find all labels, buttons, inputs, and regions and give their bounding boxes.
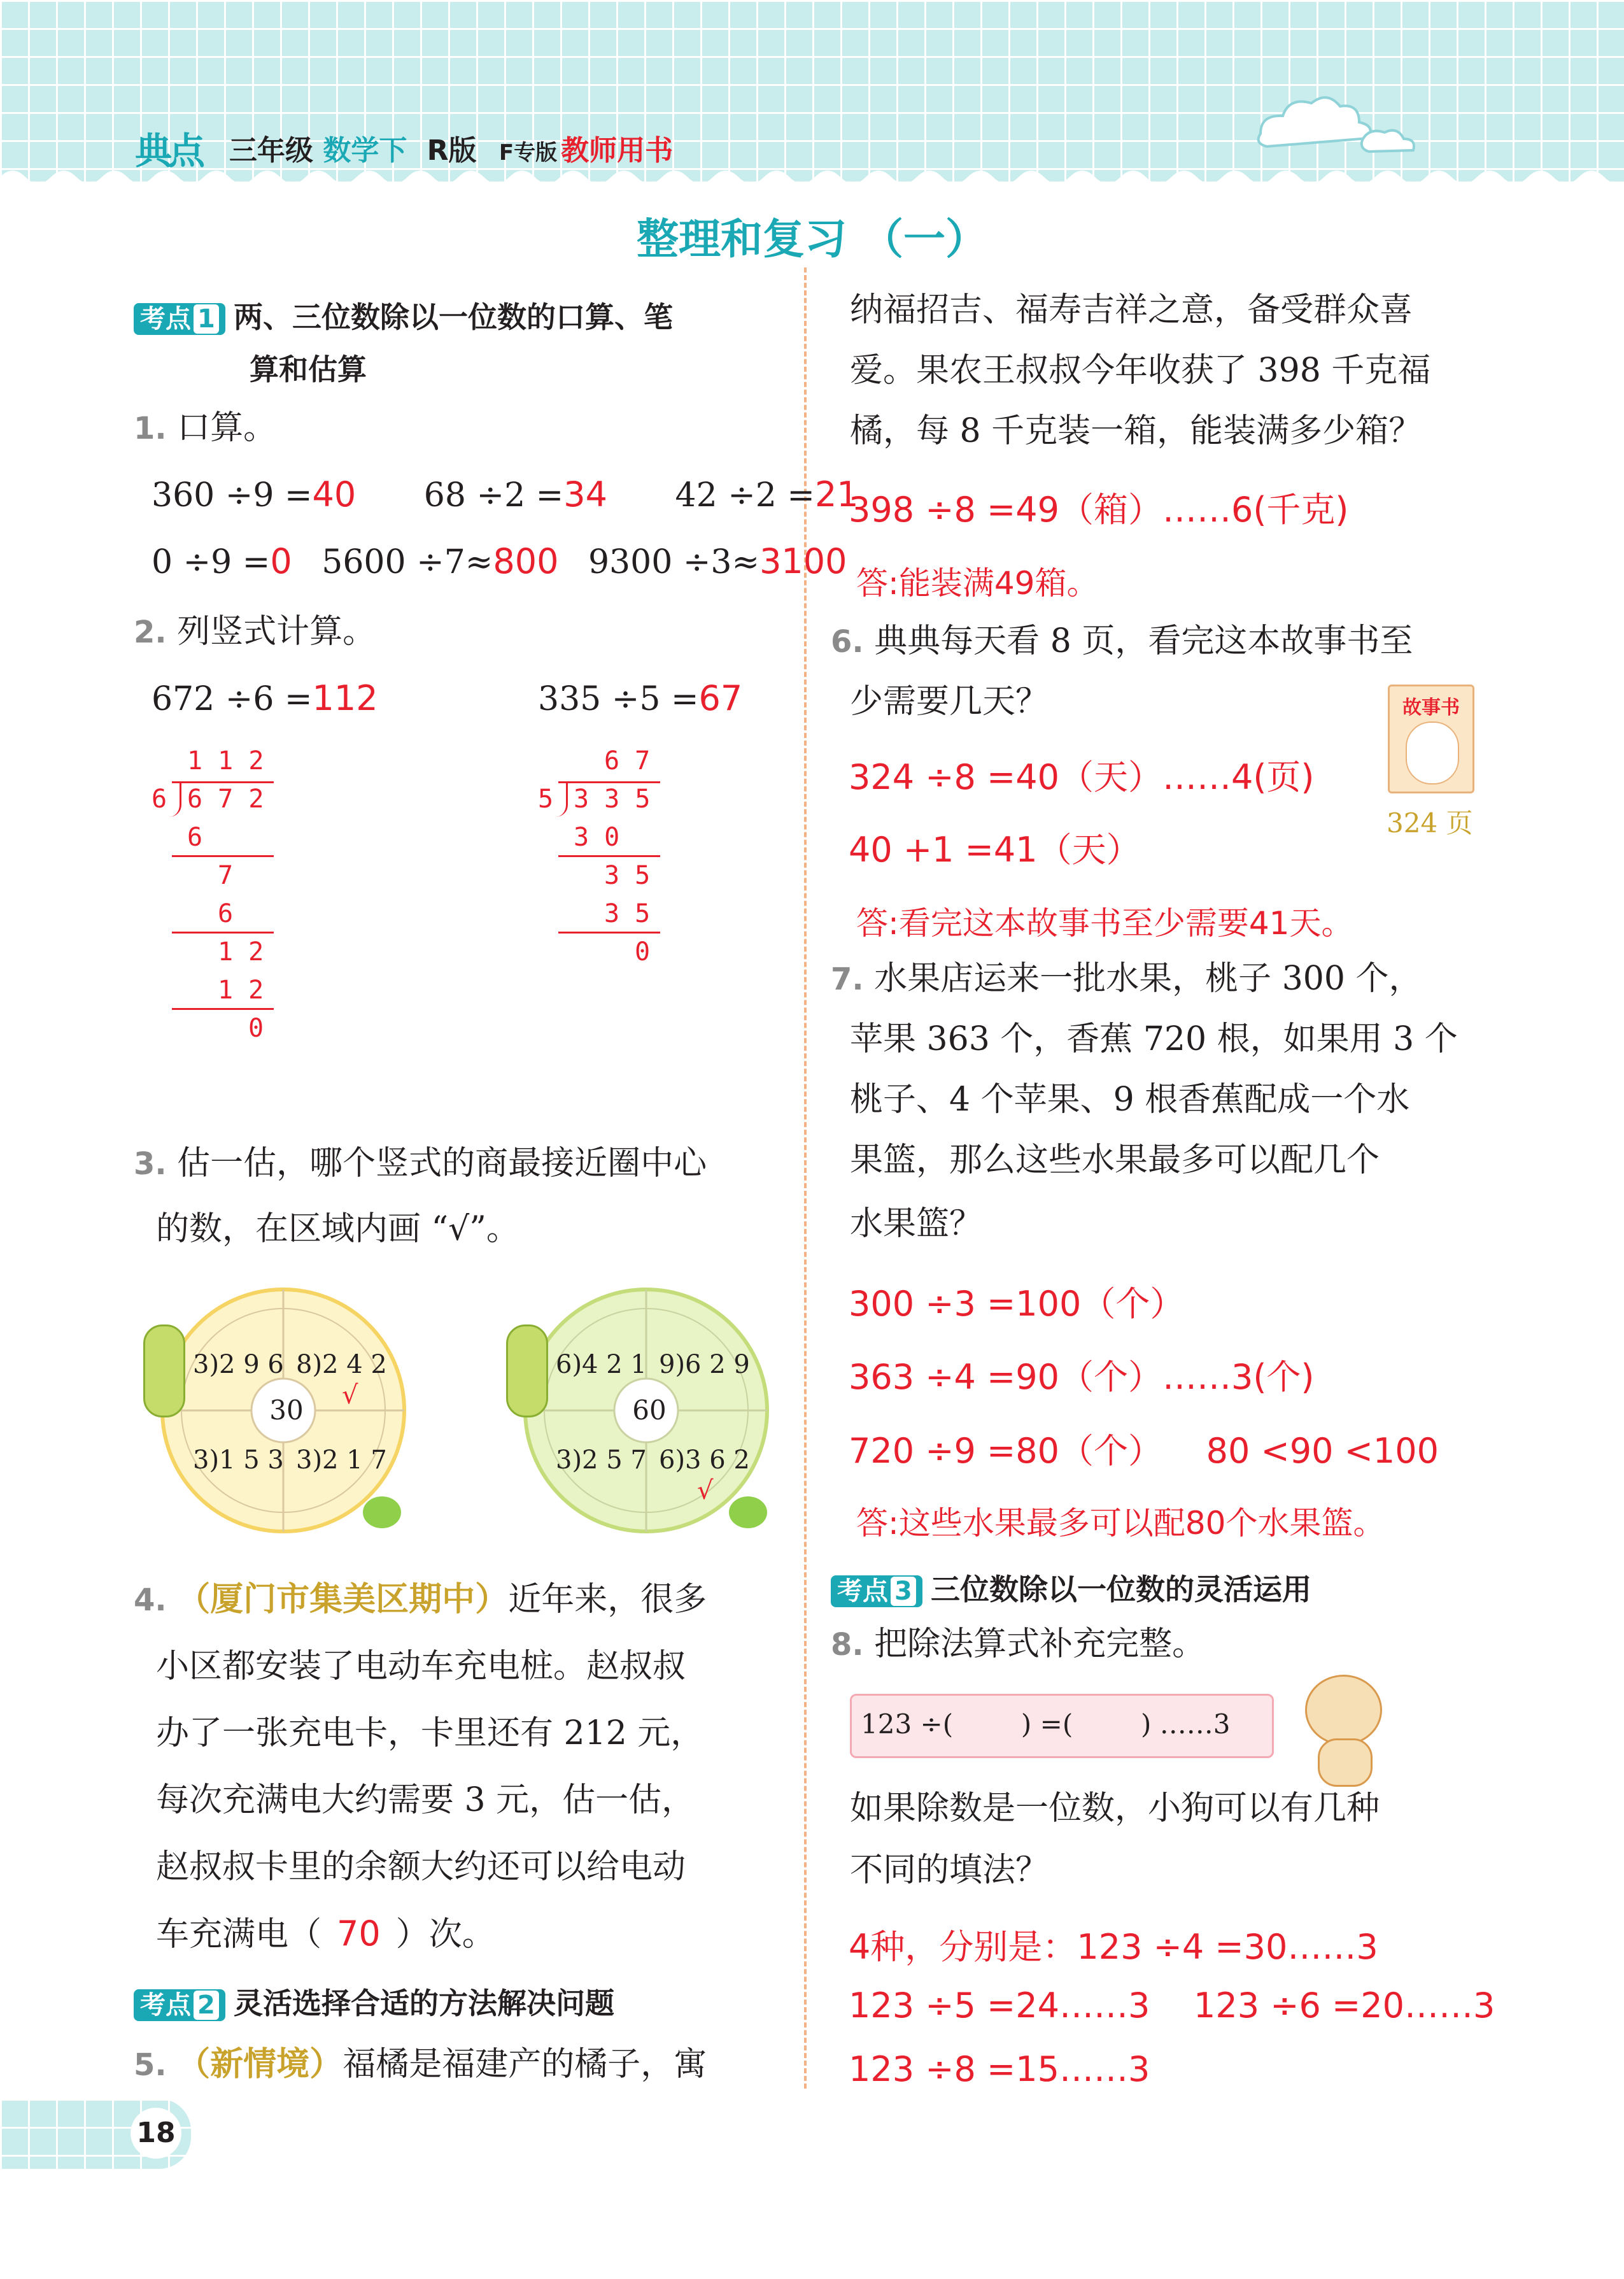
cloud-icon xyxy=(1248,89,1426,159)
q6-answer: 答:看完这本故事书至少需要41天。 xyxy=(856,905,1353,942)
caterpillar-icon xyxy=(506,1324,548,1417)
long-division-672: 1 1 2 6 6 7 2 6 7 6 1 2 1 2 0 xyxy=(152,742,279,1047)
kp3-heading: 考点 3 三位数除以一位数的灵活运用 xyxy=(831,1566,1311,1608)
c2-center: 60 xyxy=(632,1395,667,1426)
clover-icon xyxy=(729,1496,767,1528)
q8-equation-box xyxy=(850,1694,1274,1758)
q7-answer-calc3: 720 ÷9 =80（个） 80 <90 <100 xyxy=(849,1431,1439,1471)
rabbit-icon xyxy=(1406,721,1459,785)
q6: 6. 典典每天看 8 页，看完这本故事书至 xyxy=(831,622,1413,660)
column-divider xyxy=(804,267,807,2089)
q5-answer: 答:能装满49箱。 xyxy=(856,565,1099,602)
estimate-circle-1 xyxy=(143,1286,411,1541)
q7-line5: 水果篮？ xyxy=(850,1205,983,1243)
kp1-text-line2: 算和估算 xyxy=(250,352,367,387)
kp1-badge: 考点 1 xyxy=(134,303,225,335)
q3: 3. 估一估，哪个竖式的商最接近圈中心 xyxy=(134,1144,707,1182)
q7-line3: 桃子、4 个苹果、9 根香蕉配成一个水 xyxy=(850,1081,1410,1119)
q5-line4: 橘，每 8 千克装一箱，能装满多少箱？ xyxy=(850,412,1422,450)
q8-equation: 123 ÷( ) =( ) ……3 xyxy=(861,1708,1231,1740)
q1-expr: 360 ÷9 = xyxy=(152,476,313,515)
q4-line2: 小区都安装了电动车充电桩。赵叔叔 xyxy=(156,1647,686,1686)
q4-source-tag: （厦门市集美区期中） xyxy=(177,1580,509,1619)
q5-line3: 爱。果农王叔叔今年收获了 398 千克福 xyxy=(850,351,1431,390)
q8-answer-line3: 123 ÷8 =15……3 xyxy=(849,2049,1150,2089)
q1: 1. 口算。 xyxy=(134,409,277,447)
header-book: 教师用书 xyxy=(561,134,674,167)
q6-answer-calc1: 324 ÷8 =40（天）……4(页) xyxy=(849,757,1315,797)
q2: 2. 列竖式计算。 xyxy=(134,613,376,651)
c2-div-br: 6)3 6 2 xyxy=(659,1445,750,1475)
q5-answer-calc: 398 ÷8 =49（箱）……6(千克) xyxy=(849,490,1349,530)
q5-line2: 纳福招吉、福寿吉祥之意，备受群众喜 xyxy=(850,291,1413,329)
q4: 4. （厦门市集美区期中）近年来，很多 xyxy=(134,1580,707,1619)
q6-line2: 少需要几天？ xyxy=(850,683,1049,721)
q1-row1: 360 ÷9 =40 68 ÷2 =34 42 ÷2 =21 xyxy=(152,474,859,515)
clover-icon xyxy=(363,1496,401,1528)
page-title: 整理和复习 （一） xyxy=(637,215,987,264)
c1-div-tl: 3)2 9 6 xyxy=(193,1350,284,1379)
q3-line2: 的数，在区域内画 “√”。 xyxy=(156,1210,519,1248)
q7-line4: 果篮，那么这些水果最多可以配几个 xyxy=(850,1141,1380,1179)
brand-logo: 典点 xyxy=(135,129,202,173)
q2-expr2: 335 ÷5 =67 xyxy=(538,678,743,718)
kp1-text: 两、三位数除以一位数的口算、笔 xyxy=(233,300,673,334)
kp1-heading xyxy=(134,294,673,336)
kp2-heading: 考点 2 灵活选择合适的方法解决问题 xyxy=(134,1980,614,2022)
q8-answer-line1: 4种，分别是：123 ÷4 =30……3 xyxy=(849,1927,1378,1967)
q4-line5: 赵叔叔卡里的余额大约还可以给电动 xyxy=(156,1848,686,1886)
header-special: F专版 xyxy=(498,140,558,166)
estimate-circle-2 xyxy=(506,1286,786,1541)
page-number: 18 xyxy=(131,2108,181,2159)
q4-line6: 车充满电（ 70 ）次。 xyxy=(156,1913,495,1954)
q7: 7. 水果店运来一批水果，桃子 300 个， xyxy=(831,960,1422,998)
storybook-icon xyxy=(1388,685,1474,793)
c2-div-bl: 3)2 5 7 xyxy=(556,1445,647,1475)
q8-line3: 不同的填法？ xyxy=(850,1851,1049,1889)
header-wave-edge xyxy=(0,164,1624,202)
long-division-335: 6 7 5 3 3 5 3 0 3 5 3 5 0 xyxy=(538,742,665,971)
c1-check-mark: √ xyxy=(342,1381,358,1410)
q7-answer: 答:这些水果最多可以配80个水果篮。 xyxy=(856,1505,1385,1542)
q4-answer: 70 xyxy=(337,1913,381,1954)
storybook-pages: 324 页 xyxy=(1387,807,1473,839)
storybook-title: 故事书 xyxy=(1402,697,1460,719)
q7-line2: 苹果 363 个，香蕉 720 根，如果用 3 个 xyxy=(850,1020,1458,1058)
header-subtitle xyxy=(229,127,673,168)
header-edition: R版 xyxy=(427,134,477,167)
q6-answer-calc2: 40 +1 =41（天） xyxy=(849,830,1141,870)
q8-answer-line2: 123 ÷5 =24……3 123 ÷6 =20……3 xyxy=(849,1985,1495,2026)
header-grade: 三年级 xyxy=(229,134,313,167)
c1-div-br: 3)2 1 7 xyxy=(296,1445,387,1475)
c1-center: 30 xyxy=(269,1395,304,1426)
q5-source-tag: （新情境） xyxy=(177,2045,343,2084)
c2-div-tr: 9)6 2 9 xyxy=(659,1350,750,1379)
header-subject: 数学下 xyxy=(323,134,407,167)
c2-div-tl: 6)4 2 1 xyxy=(556,1350,647,1379)
q4-line3: 办了一张充电卡，卡里还有 212 元， xyxy=(156,1714,704,1752)
q4-line4: 每次充满电大约需要 3 元，估一估， xyxy=(156,1781,695,1819)
c1-div-bl: 3)1 5 3 xyxy=(193,1445,284,1475)
c2-check-mark: √ xyxy=(697,1476,714,1505)
puppy-icon xyxy=(1296,1668,1388,1786)
q8-line2: 如果除数是一位数，小狗可以有几种 xyxy=(850,1789,1380,1828)
q1-row2: 0 ÷9 =0 5600 ÷7≈800 9300 ÷3≈3100 xyxy=(152,541,847,581)
q8: 8. 把除法算式补充完整。 xyxy=(831,1625,1206,1663)
q5: 5. （新情境）福橘是福建产的橘子，寓 xyxy=(134,2045,707,2084)
q2-expr1: 672 ÷6 =112 xyxy=(152,678,378,718)
caterpillar-icon xyxy=(143,1324,185,1417)
q7-answer-calc2: 363 ÷4 =90（个）……3(个) xyxy=(849,1357,1315,1397)
c1-div-tr: 8)2 4 2 xyxy=(296,1350,387,1379)
q7-answer-calc1: 300 ÷3 =100（个） xyxy=(849,1284,1185,1324)
